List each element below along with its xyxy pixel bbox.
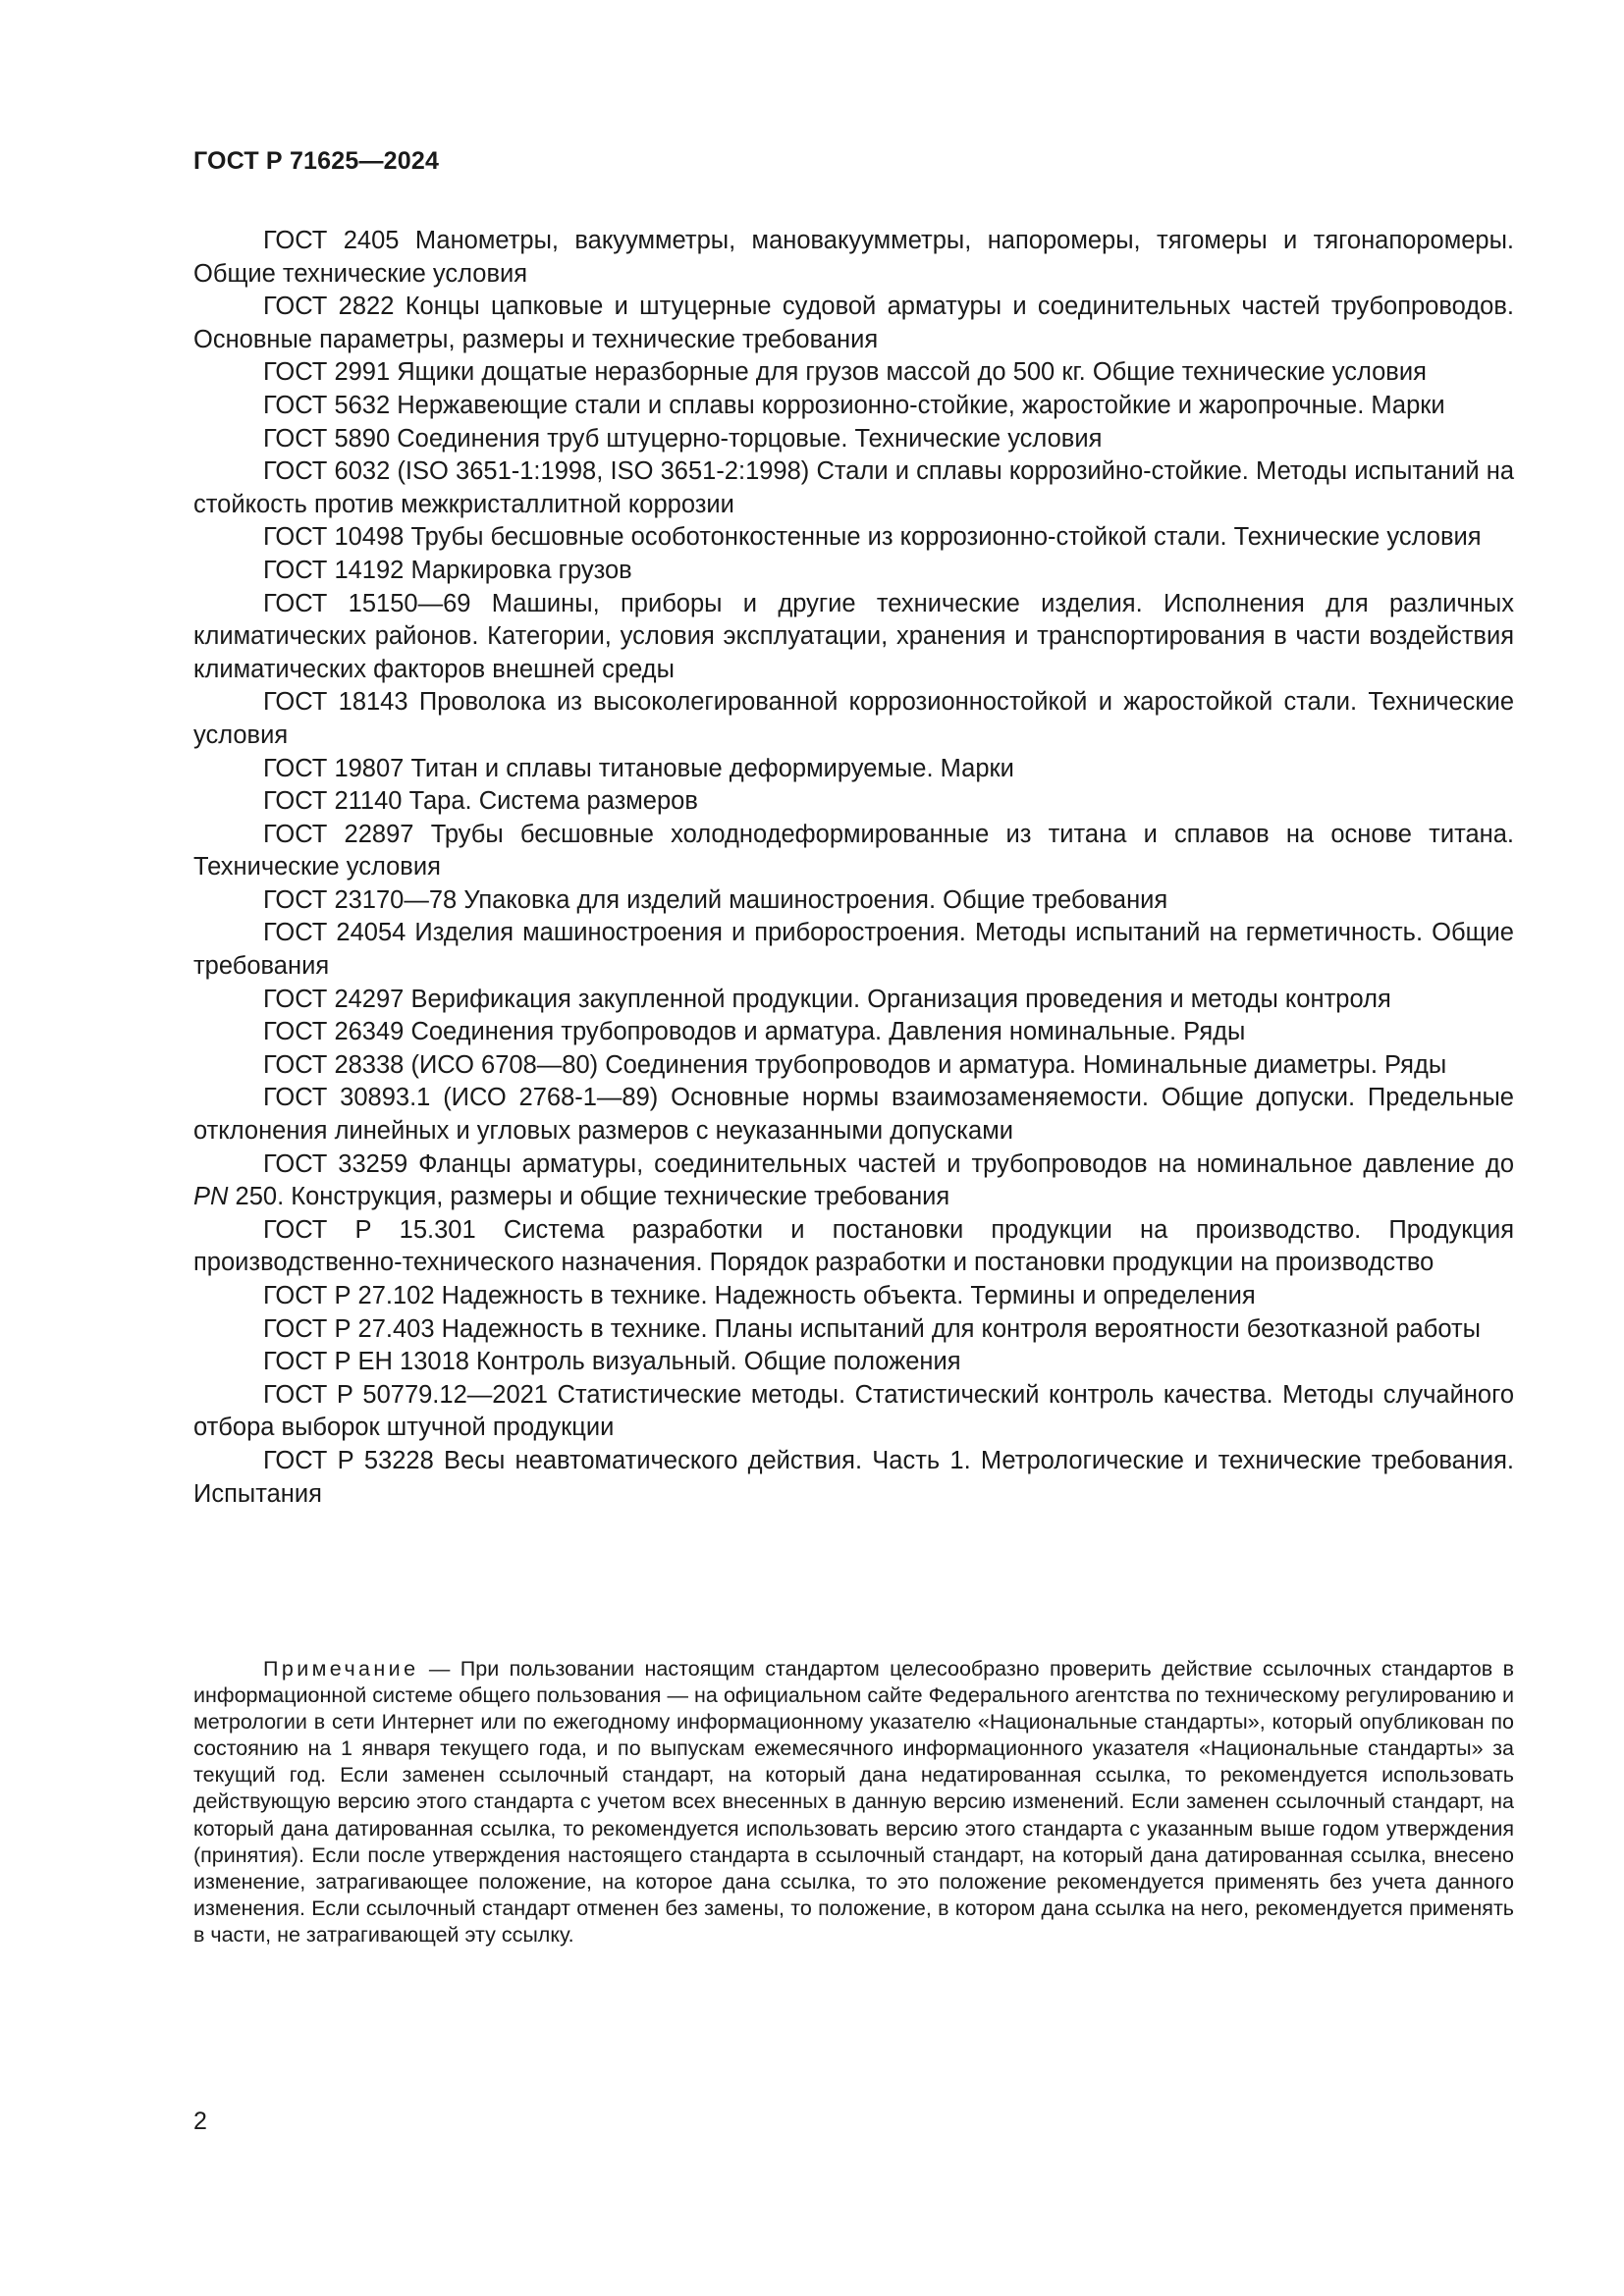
note-paragraph	[193, 1656, 1514, 1949]
reference-title: Машины, приборы и другие технические изделия. Исполнения для различных климатических районов. Категории, условия эксплуатации, хранения и транспортирования в части воздействия климатических факторов внешней среды	[193, 589, 1515, 683]
reference-code: ГОСТ 33259	[263, 1149, 408, 1178]
reference-title: Надежность в технике. Планы испытаний для контроля вероятности безотказной работы	[441, 1314, 1481, 1343]
reference-code: ГОСТ 23170—78	[263, 885, 458, 914]
reference-item	[193, 1214, 1514, 1280]
reference-title: Проволока из высоколегированной коррозионностойкой и жаростойкой стали. Технические условия	[193, 688, 1514, 749]
reference-item	[193, 1148, 1514, 1214]
reference-code: ГОСТ 2822	[263, 293, 395, 321]
reference-code: ГОСТ 6032	[263, 457, 391, 486]
reference-title: Система разработки и постановки продукции на производство. Продукция производственно-технического назначения. Порядок разработки и постановки продукции на производство	[193, 1215, 1515, 1277]
reference-code: ГОСТ 22897	[263, 820, 414, 848]
note-label: Примечание	[263, 1657, 419, 1681]
reference-item	[193, 819, 1514, 884]
pn-designation: PN	[193, 1183, 229, 1211]
reference-code: ГОСТ 24297	[263, 985, 405, 1013]
reference-title: Соединения труб штуцерно-торцовые. Технические условия	[397, 424, 1103, 453]
page-header-document-code: ГОСТ Р 71625—2024	[193, 147, 440, 175]
reference-item	[193, 455, 1514, 521]
reference-item	[193, 1313, 1514, 1347]
reference-code: ГОСТ Р 27.403	[263, 1314, 435, 1343]
reference-item	[193, 984, 1514, 1017]
reference-title: Верификация закупленной продукции. Организация проведения и методы контроля	[410, 985, 1391, 1013]
reference-title: Надежность в технике. Надежность объекта. Термины и определения	[441, 1282, 1256, 1309]
reference-item	[193, 1049, 1514, 1083]
reference-title: Манометры, вакуумметры, мановакуумметры, напоромеры, тягомеры и тягонапоромеры. Общие технические условия	[193, 227, 1515, 288]
reference-title: Трубы бесшовные холоднодеформированные из титана и сплавов на основе титана. Технические условия	[193, 820, 1515, 881]
reference-title: Нержавеющие стали и сплавы коррозионно-стойкие, жаростойкие и жаропрочные. Марки	[397, 391, 1445, 419]
reference-item	[193, 390, 1514, 423]
note-text: — При пользовании настоящим стандартом целесообразно проверить действие ссылочных стандартов в информационной системе общего пользования — на официальном сайте Федерального агентства по техническому регулированию и метрологии в сети Интернет или по ежегодному информационному указателю «Национальные стандарты», который опубликован по состоянию на 1 января текущего года, и по выпускам ежемесячного информационного указателя «Национальные стандарты» за текущий год. Если заменен ссылочный стандарт, на который дана недатированная ссылка, то рекомендуется использовать действующую версию этого стандарта с учетом всех внесенных в данную версию изменений. Если заменен ссылочный стандарт, на который дана датированная ссылка, то рекомендуется использовать версию этого стандарта с указанным выше годом утверждения (принятия). Если после утверждения настоящего стандарта в ссылочный стандарт, на который дана датированная ссылка, внесено изменение, затрагивающее положение, на которое дана ссылка, то это положение рекомендуется применять без учета данного изменения. Если ссылочный стандарт отменен без замены, то положение, в котором дана ссылка на него, рекомендуется применять в части, не затрагивающей эту ссылку.	[193, 1657, 1514, 1947]
reference-code: ГОСТ 5632	[263, 391, 391, 419]
reference-title: Соединения трубопроводов и арматура. Давления номинальные. Ряды	[410, 1018, 1246, 1046]
reference-code: ГОСТ 18143	[263, 688, 408, 717]
reference-title: Концы цапковые и штуцерные судовой арматуры и соединительных частей трубопроводов. Основные параметры, размеры и технические требования	[193, 293, 1514, 353]
normative-references-list	[193, 225, 1514, 1511]
reference-title: Весы неавтоматического действия. Часть 1. Метрологические и технические требования. Испытания	[193, 1446, 1515, 1508]
reference-item	[193, 1280, 1514, 1313]
reference-item	[193, 225, 1514, 291]
reference-item	[193, 588, 1514, 687]
reference-code: ГОСТ Р 27.102	[263, 1282, 435, 1309]
reference-item	[193, 785, 1514, 819]
reference-code: ГОСТ 5890	[263, 424, 391, 453]
reference-item	[193, 423, 1514, 456]
reference-title: Трубы бесшовные особотонкостенные из коррозионно-стойкой стали. Технические условия	[410, 523, 1482, 552]
reference-code: ГОСТ Р 50779.12—2021	[263, 1380, 548, 1409]
reference-code: ГОСТ 28338	[263, 1050, 405, 1079]
reference-title: Титан и сплавы титановые деформируемые. Марки	[410, 754, 1014, 782]
reference-title: Упаковка для изделий машиностроения. Общие требования	[463, 885, 1168, 914]
reference-item	[193, 291, 1514, 356]
reference-title: Ящики дощатые неразборные для грузов массой до 500 кг. Общие технические условия	[397, 358, 1427, 387]
reference-title: Статистические методы. Статистический контроль качества. Методы случайного отбора выборок штучной продукции	[193, 1380, 1515, 1442]
reference-item	[193, 917, 1514, 983]
reference-item	[193, 753, 1514, 786]
reference-item	[193, 884, 1514, 918]
reference-item	[193, 521, 1514, 555]
reference-title-part: 250. Конструкция, размеры и общие технические требования	[235, 1183, 950, 1211]
reference-title: Контроль визуальный. Общие положения	[476, 1348, 961, 1376]
reference-title: (ИСО 6708—80) Соединения трубопроводов и арматура. Номинальные диаметры. Ряды	[410, 1050, 1447, 1079]
page-number: 2	[193, 2108, 207, 2135]
reference-code: ГОСТ Р ЕН 13018	[263, 1348, 469, 1376]
reference-code: ГОСТ 24054	[263, 919, 406, 947]
reference-code: ГОСТ 2991	[263, 358, 391, 387]
reference-code: ГОСТ 10498	[263, 523, 405, 552]
reference-title-part: Фланцы арматуры, соединительных частей и трубопроводов на номинальное давление до	[418, 1149, 1514, 1178]
reference-code: ГОСТ 15150—69	[263, 589, 471, 617]
reference-item	[193, 1379, 1514, 1445]
reference-code: ГОСТ Р 53228	[263, 1446, 434, 1474]
reference-code: ГОСТ 30893.1	[263, 1084, 431, 1112]
reference-item	[193, 1016, 1514, 1049]
reference-title: (ИСО 2768-1—89) Основные нормы взаимозаменяемости. Общие допуски. Предельные отклонения линейных и угловых размеров с неуказанными допусками	[193, 1084, 1514, 1146]
reference-code: ГОСТ 26349	[263, 1018, 405, 1046]
reference-code: ГОСТ 2405	[263, 227, 400, 254]
reference-item	[193, 1445, 1514, 1511]
reference-title: Тара. Система размеров	[408, 787, 698, 816]
reference-title: (ISO 3651-1:1998, ISO 3651-2:1998) Стали и сплавы коррозийно-стойкие. Методы испытаний на стойкость против межкристаллитной коррозии	[193, 457, 1515, 518]
reference-item	[193, 1082, 1514, 1148]
reference-code: ГОСТ Р 15.301	[263, 1215, 476, 1244]
reference-item	[193, 356, 1514, 390]
reference-code: ГОСТ 21140	[263, 787, 403, 816]
reference-item	[193, 555, 1514, 588]
reference-title: Изделия машиностроения и приборостроения. Методы испытаний на герметичность. Общие требования	[193, 919, 1514, 981]
reference-code: ГОСТ 19807	[263, 754, 405, 782]
reference-item	[193, 1346, 1514, 1379]
reference-code: ГОСТ 14192	[263, 556, 405, 584]
reference-item	[193, 686, 1514, 752]
reference-title: Маркировка грузов	[410, 556, 632, 584]
